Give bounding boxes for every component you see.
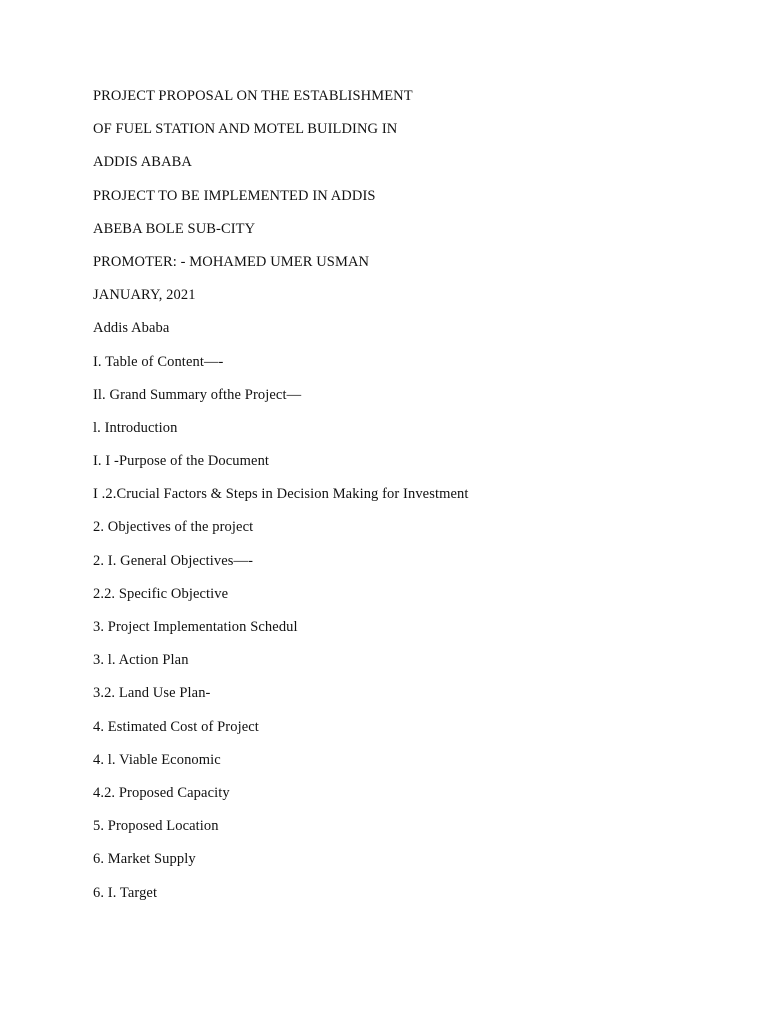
implementation-line-2: ABEBA BOLE SUB-CITY [93, 220, 256, 237]
toc-entry: Il. Grand Summary ofthe Project— [93, 386, 302, 403]
proposal-title-line-3: ADDIS ABABA [93, 154, 192, 171]
city-line: Addis Ababa [93, 320, 170, 337]
toc-entry: 4.2. Proposed Capacity [93, 784, 230, 801]
toc-entry: 3.2. Land Use Plan- [93, 685, 211, 702]
toc-entry: 4. l. Viable Economic [93, 751, 221, 768]
implementation-line-1: PROJECT TO BE IMPLEMENTED IN ADDIS [93, 187, 376, 204]
promoter-line: PROMOTER: - MOHAMED UMER USMAN [93, 253, 370, 270]
toc-entry: 3. Project Implementation Schedul [93, 619, 298, 635]
toc-entry: I. I -Purpose of the Document [93, 453, 270, 470]
toc-entry: 2.2. Specific Objective [93, 585, 229, 602]
toc-entry: I. Table of Content—- [93, 353, 224, 370]
toc-entry: 2. Objectives of the project [93, 519, 254, 536]
toc-entry: 2. I. General Objectives—- [93, 552, 254, 569]
proposal-title-line-2: OF FUEL STATION AND MOTEL BUILDING IN [93, 121, 398, 138]
toc-entry: 5. Proposed Location [93, 818, 219, 835]
date-line: JANUARY, 2021 [93, 287, 196, 304]
toc-entry: l. Introduction [93, 419, 178, 436]
toc-entry: I .2.Crucial Factors & Steps in Decision Making for Investment [93, 486, 469, 503]
proposal-title-line-1: PROJECT PROPOSAL ON THE ESTABLISHMENT [93, 88, 413, 104]
document-body [93, 86, 468, 916]
toc-entry: 6. Market Supply [93, 851, 196, 868]
toc-entry: 4. Estimated Cost of Project [93, 718, 259, 735]
toc-entry: 3. l. Action Plan [93, 652, 189, 669]
toc-entry: 6. I. Target [93, 884, 158, 901]
